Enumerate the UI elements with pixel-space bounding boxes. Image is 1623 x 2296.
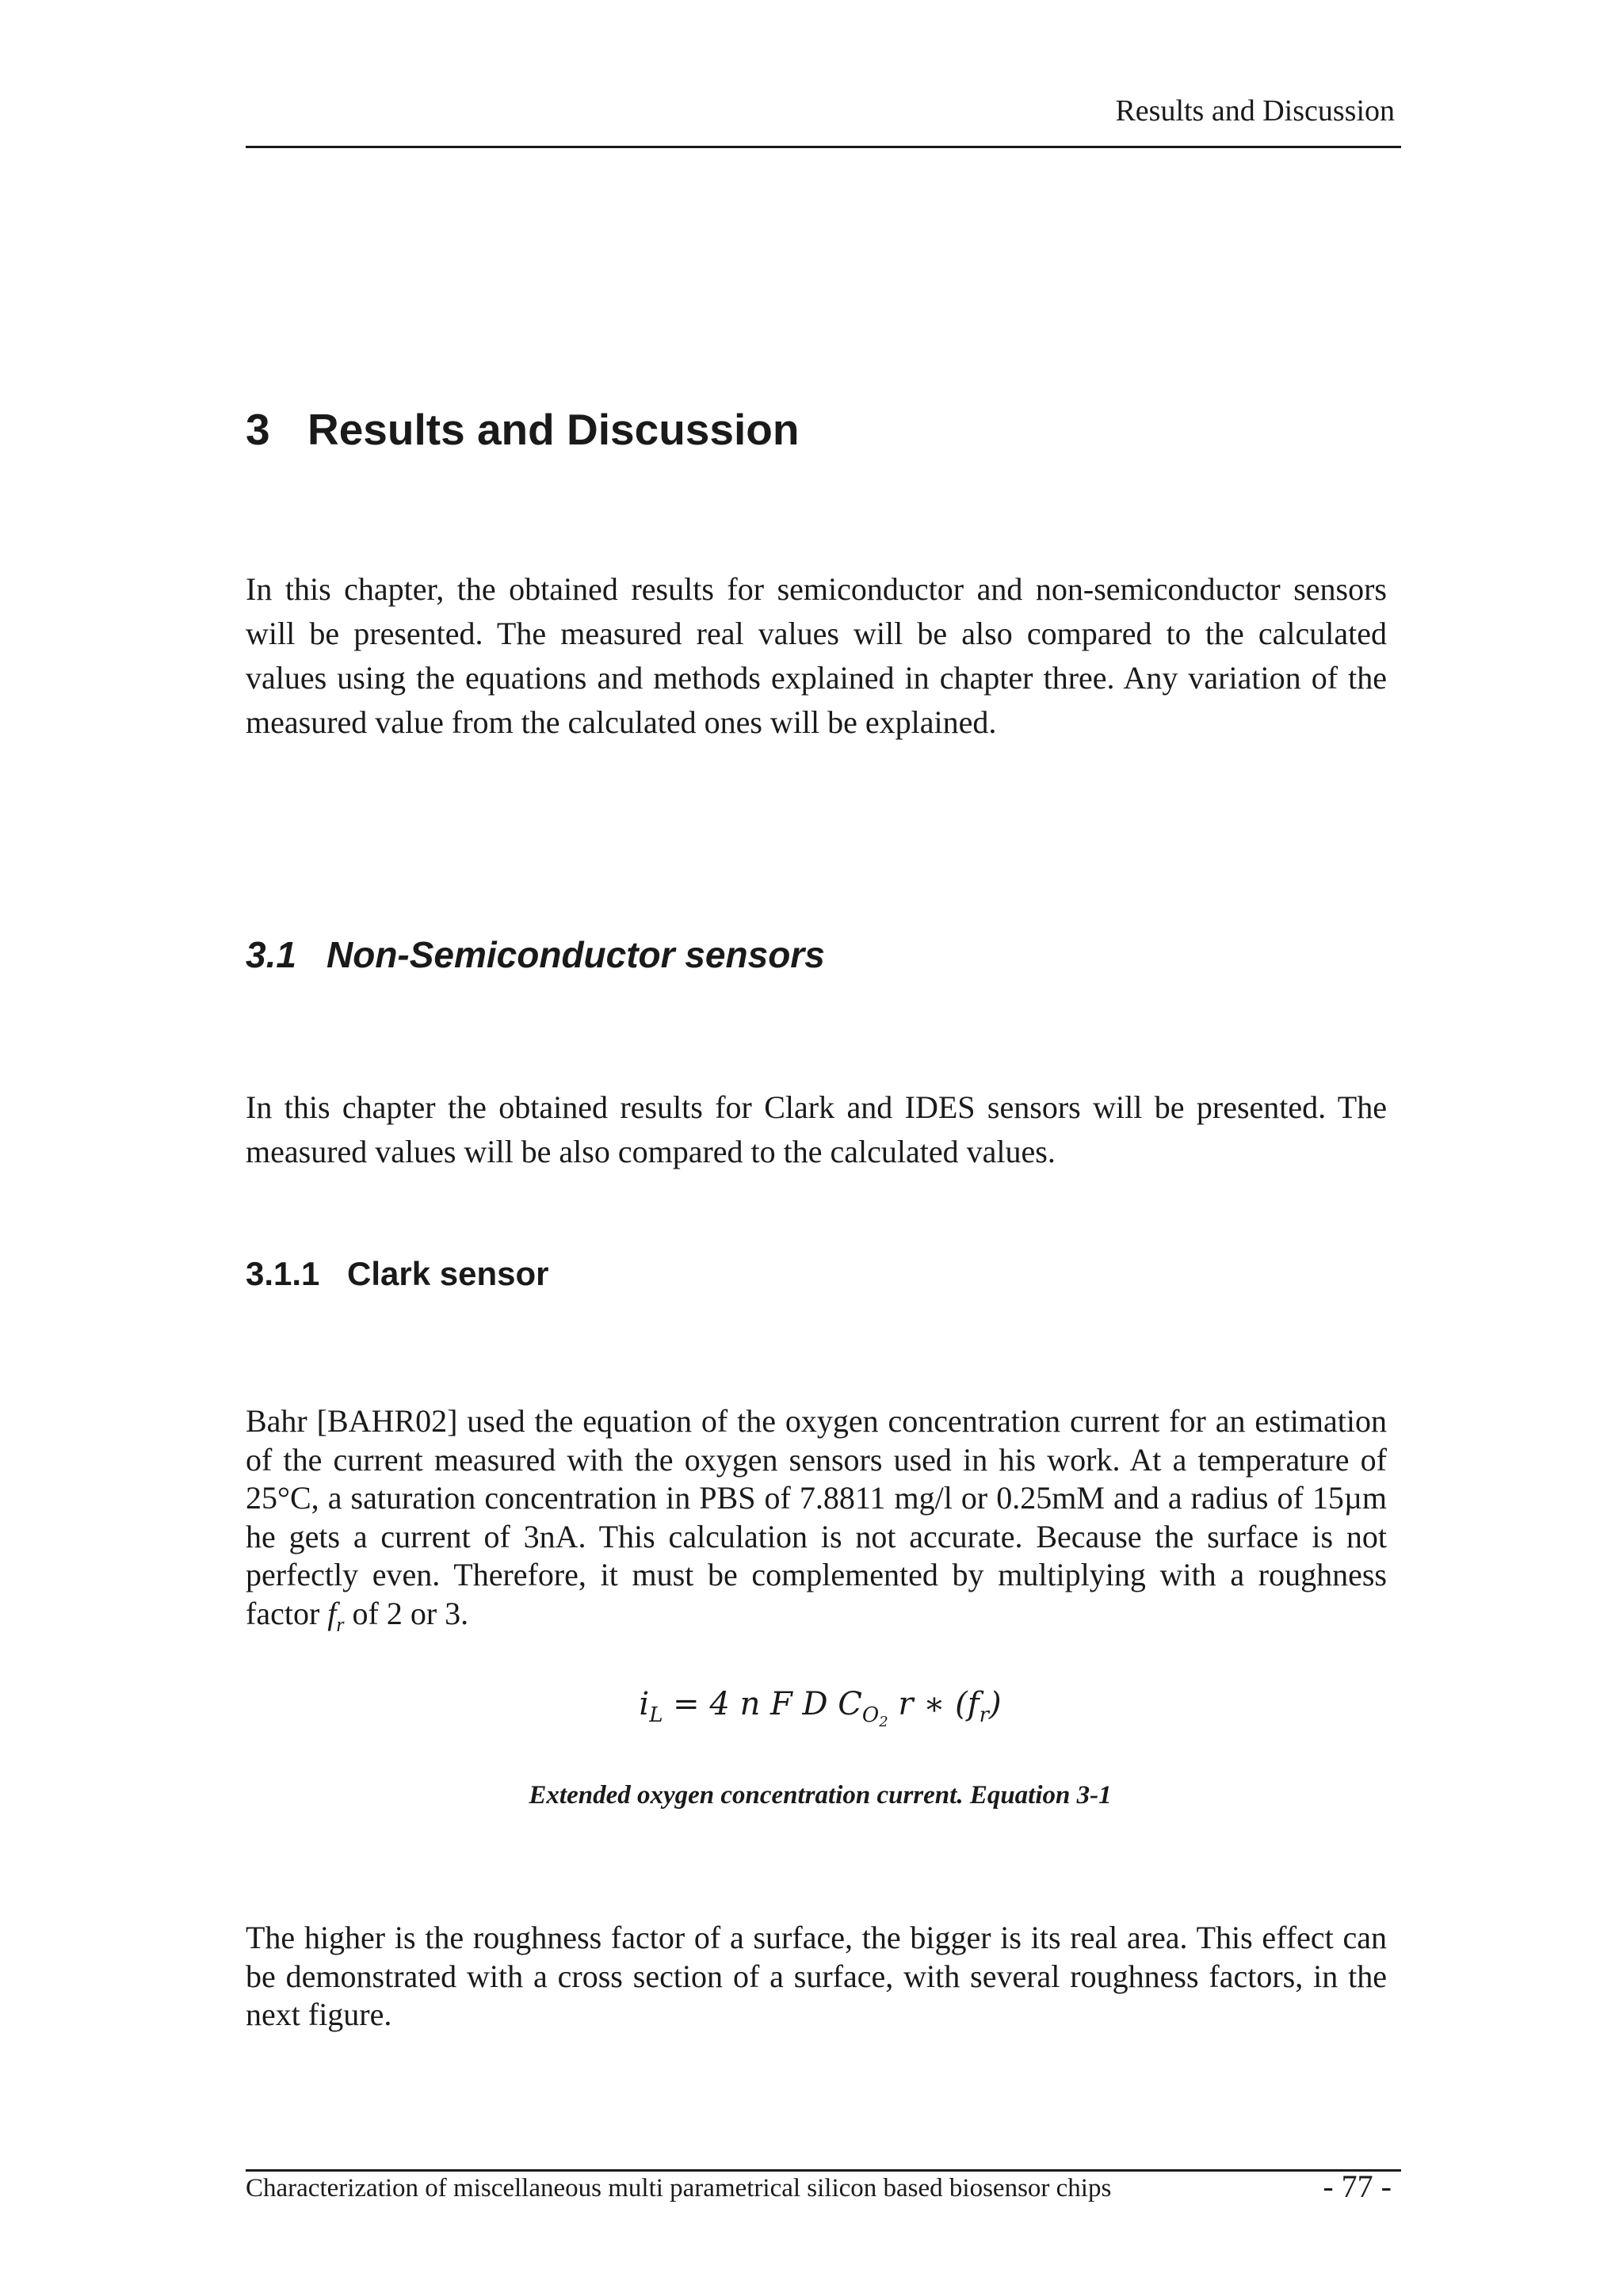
section-number: 3.1 bbox=[246, 934, 296, 975]
roughness-paragraph: The higher is the roughness factor of a surface, the bigger is its real area. This effect can be demonstrated with a cross section of a surface, with several roughness factors, in the next figure. bbox=[246, 1920, 1387, 2032]
clark-paragraph-text: Bahr [BAHR02] used the equation of the oxygen concentration current for an estimation of the current measured with the oxygen sensors used in his work. At a temperature of 25°C, a saturation concentration in PBS of 7.8811 mg/l or 0.25mM and a radius of 15µm he gets a current of 3nA. This calculation is not accurate. Because the surface is not perfectly even. Therefore, it must be complemented by multiplying with a roughness factor bbox=[246, 1403, 1387, 1631]
footer-title: Characterization of miscellaneous multi parametrical silicon based biosensor chips bbox=[246, 2174, 1112, 2203]
chapter-number: 3 bbox=[246, 405, 270, 454]
subsection-number: 3.1.1 bbox=[246, 1255, 320, 1292]
section-paragraph: In this chapter the obtained results for Clark and IDES sensors will be presented. The measured values will be also compared to the calculated values. bbox=[246, 1089, 1387, 1169]
chapter-title: Results and Discussion bbox=[307, 405, 800, 454]
header-rule bbox=[246, 146, 1401, 148]
running-header: Results and Discussion bbox=[1115, 94, 1395, 128]
footer-rule bbox=[246, 2169, 1401, 2172]
roughness-factor-symbol: $f_r$ bbox=[327, 1595, 345, 1636]
clark-paragraph bbox=[246, 1402, 1387, 1644]
equation-caption: Extended oxygen concentration current. Equation 3-1 bbox=[529, 1781, 1112, 1810]
intro-paragraph: In this chapter, the obtained results for semiconductor and non-semiconductor sensors will be presented. The measured real values will be also compared to the calculated values using the equations and methods explained in chapter three. Any variation of the measured value from the calculated ones will be explained. bbox=[246, 571, 1387, 740]
equation-3-1: $i_L = 4$ n F D $C_{O_2}$ r ∗ $(f_r)$ bbox=[639, 1686, 1002, 1731]
subsection-title: Clark sensor bbox=[347, 1255, 549, 1292]
clark-paragraph-tail: of 2 or 3. bbox=[344, 1595, 469, 1631]
page-number: - 77 - bbox=[1323, 2168, 1392, 2204]
section-title: Non-Semiconductor sensors bbox=[327, 934, 825, 975]
section-heading bbox=[246, 933, 825, 976]
chapter-heading bbox=[246, 404, 799, 455]
subsection-heading bbox=[246, 1255, 548, 1293]
